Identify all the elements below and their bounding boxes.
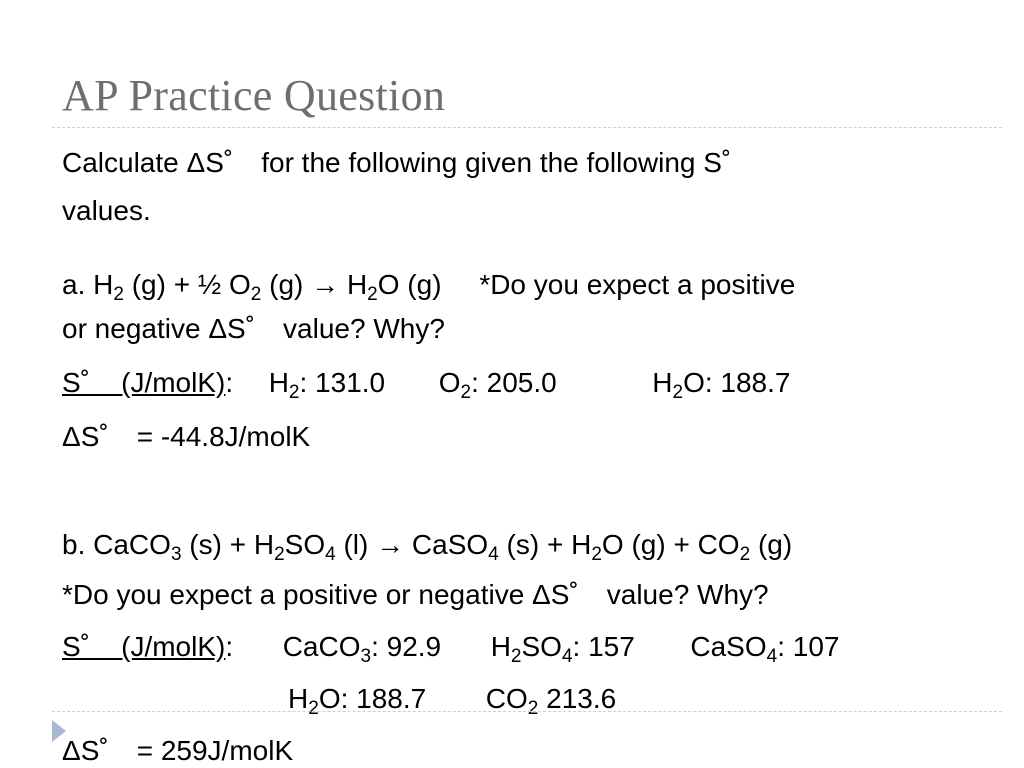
part-a-equation: a. $H_2$ (g) + ½ $O_2$ $(g) \to H_2O$ (g) *Do you expect a positive	[62, 269, 796, 305]
part-a-answer: ΔS˚ = -44.8J/molK	[62, 421, 311, 452]
part-b-values-row-2: $H_2O$: 188.7 $CO_2$ 213.6	[288, 683, 617, 719]
reaction-arrow-icon: →	[311, 269, 340, 300]
intro-line-1	[62, 146, 731, 180]
part-b-s-label: S˚ (J/molK)	[62, 631, 226, 662]
part-b-values-row-1: S˚ (J/molK): CaCO$_3$: 92.9 $H_2SO_4$: 157 CaSO$_4$: 107	[62, 631, 840, 667]
part-a-values: S˚ (J/molK): $H_2$: 131.0 $O_2$: 205.0 $H_2O$: 188.7	[62, 367, 791, 403]
part-b-question: *Do you expect a positive or negative ΔS˚ value? Why?	[62, 579, 769, 610]
intro-text-pre: Calculate ΔS˚	[62, 147, 234, 178]
footer-divider	[52, 711, 1002, 712]
reaction-arrow-icon: →	[376, 529, 405, 560]
part-a-question-1: *Do you expect a positive	[479, 269, 796, 300]
intro-line-2: values.	[62, 195, 151, 226]
part-a-s-label: S˚ (J/molK)	[62, 367, 226, 398]
part-b-equation: b. CaCO$_3$ $(s) + H_2SO_4$ (l) → CaSO$_4$ $(s) + H_2O$ $(g) + CO_2$ (g)	[62, 529, 793, 565]
page-title: AP Practice Question	[62, 71, 446, 120]
title-divider	[52, 127, 1002, 128]
intro-text-post: for the following given the following S˚	[261, 147, 732, 178]
part-b-answer: ΔS˚ = 259J/molK	[62, 735, 294, 766]
part-b-label: b.	[62, 529, 86, 560]
part-a-label: a.	[62, 269, 86, 300]
part-a-question-line-2: or negative ΔS˚ value? Why?	[62, 313, 445, 344]
